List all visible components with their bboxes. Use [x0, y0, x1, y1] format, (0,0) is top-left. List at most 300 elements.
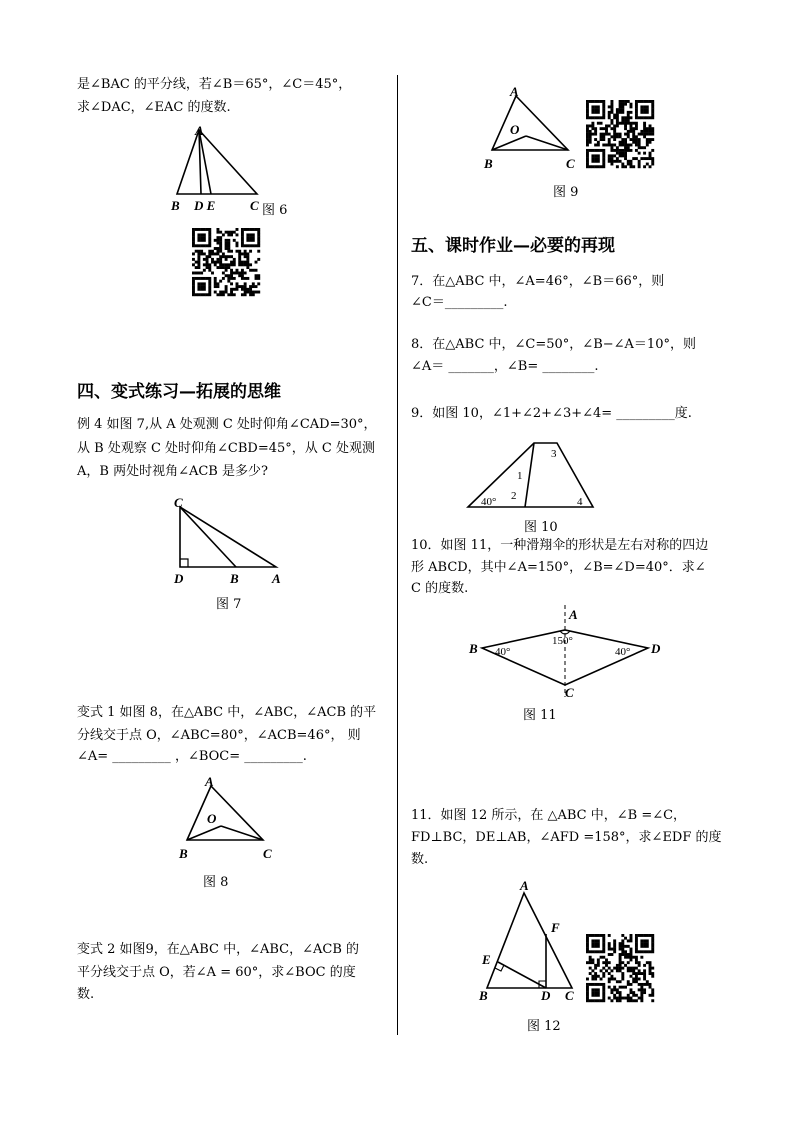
qr-module	[589, 934, 592, 937]
qr-module	[252, 233, 255, 236]
qr-module	[257, 239, 260, 242]
qr-module	[200, 252, 203, 255]
qr-module	[208, 288, 211, 291]
qr-module	[597, 122, 600, 125]
qr-module	[586, 942, 589, 945]
qr-module	[632, 165, 635, 168]
qr-module	[635, 958, 638, 961]
qr-module	[238, 274, 241, 277]
qr-module	[591, 975, 594, 978]
qr-module	[586, 138, 589, 141]
variation1-line1: 变式 1 如图 8，在△ABC 中，∠ABC，∠ACB 的平	[77, 705, 377, 720]
qr-module	[649, 986, 652, 989]
qr-module	[602, 133, 605, 136]
qr-module	[230, 277, 233, 280]
qr-module	[608, 978, 611, 981]
qr-module	[211, 250, 214, 253]
qr-module	[627, 160, 630, 163]
qr-module	[613, 144, 616, 147]
question8-line2: ∠A＝ _______，∠B= ________.	[411, 359, 599, 374]
qr-module	[600, 983, 603, 986]
fig11-label-d: D	[651, 641, 661, 656]
qr-module	[638, 964, 641, 967]
qr-module	[635, 157, 638, 160]
qr-module	[627, 939, 630, 942]
qr-module	[638, 133, 641, 136]
qr-module	[192, 228, 195, 231]
question10-line1: 10．如图 11，一种滑翔伞的形状是左右对称的四边	[411, 538, 709, 553]
qr-module	[616, 108, 619, 111]
qr-module	[594, 116, 597, 119]
qr-module	[249, 263, 252, 266]
qr-module	[613, 127, 616, 130]
qr-module	[246, 258, 249, 261]
qr-module	[605, 961, 608, 964]
qr-module	[651, 108, 654, 111]
qr-module	[651, 103, 654, 106]
qr-module	[225, 239, 228, 242]
qr-module	[591, 116, 594, 119]
qr-module	[594, 991, 597, 994]
qr-module	[244, 244, 247, 247]
qr-module	[230, 288, 233, 291]
qr-module	[646, 108, 649, 111]
qr-module	[589, 135, 592, 138]
qr-module	[630, 127, 633, 130]
qr-module	[651, 945, 654, 948]
qr-module	[238, 258, 241, 261]
qr-module	[227, 247, 230, 250]
qr-module	[621, 141, 624, 144]
fig10-angle-3: 3	[551, 448, 557, 460]
qr-module	[252, 244, 255, 247]
qr-module	[608, 967, 611, 970]
qr-module	[244, 285, 247, 288]
qr-module	[619, 958, 622, 961]
qr-module	[241, 236, 244, 239]
qr-module	[236, 272, 239, 275]
qr-module	[192, 263, 195, 266]
qr-module	[257, 291, 260, 294]
qr-module	[586, 978, 589, 981]
qr-module	[640, 997, 643, 1000]
qr-module	[255, 274, 258, 277]
qr-module	[627, 969, 630, 972]
qr-module	[632, 127, 635, 130]
qr-module	[241, 242, 244, 245]
qr-module	[219, 263, 222, 266]
fig8-label-a: A	[205, 774, 214, 789]
qr-module	[203, 269, 206, 272]
qr-module	[216, 293, 219, 296]
qr-module	[236, 233, 239, 236]
qr-module	[613, 114, 616, 117]
qr-module	[203, 288, 206, 291]
qr-module	[241, 285, 244, 288]
qr-module	[257, 244, 260, 247]
qr-module	[638, 950, 641, 953]
qr-module	[608, 945, 611, 948]
qr-module	[627, 994, 630, 997]
qr-module	[627, 980, 630, 983]
fig11-angle-150: 150°	[552, 635, 573, 647]
qr-module	[640, 945, 643, 948]
qr-module	[651, 934, 654, 937]
qr-module	[227, 293, 230, 296]
qr-module	[600, 116, 603, 119]
qr-module	[640, 983, 643, 986]
qr-module	[610, 948, 613, 951]
qr-module	[630, 163, 633, 166]
qr-module	[651, 967, 654, 970]
question7-line2: ∠C＝_________.	[411, 295, 508, 310]
variation2-line1: 变式 2 如图9，在△ABC 中，∠ABC，∠ACB 的	[77, 942, 360, 957]
fig12-label-f: F	[551, 920, 560, 935]
qr-module	[586, 986, 589, 989]
qr-module	[630, 934, 633, 937]
qr-module	[600, 934, 603, 937]
qr-module	[635, 937, 638, 940]
fig10-angle-40: 40°	[481, 496, 497, 508]
qr-module	[589, 116, 592, 119]
qr-module	[621, 942, 624, 945]
qr-module	[602, 997, 605, 1000]
qr-module	[608, 997, 611, 1000]
qr-module	[630, 116, 633, 119]
qr-module	[219, 250, 222, 253]
qr-module	[610, 975, 613, 978]
qr-module	[197, 277, 200, 280]
qr-module	[589, 141, 592, 144]
qr-module	[216, 252, 219, 255]
qr-module	[616, 135, 619, 138]
question10-line3: C 的度数.	[411, 581, 469, 596]
qr-module	[640, 939, 643, 942]
qr-module	[602, 100, 605, 103]
qr-module	[246, 236, 249, 239]
qr-module	[255, 269, 258, 272]
qr-module	[638, 141, 641, 144]
qr-module	[630, 983, 633, 986]
qr-module	[624, 950, 627, 953]
qr-module	[621, 997, 624, 1000]
qr-module	[643, 146, 646, 149]
qr-module	[621, 152, 624, 155]
qr-module	[244, 228, 247, 231]
qr-module	[586, 950, 589, 953]
qr-module	[602, 152, 605, 155]
qr-module	[621, 144, 624, 147]
qr-module	[246, 263, 249, 266]
fig12-label-d: D	[541, 988, 551, 1003]
qr-module	[602, 116, 605, 119]
qr-module	[630, 937, 633, 940]
qr-module	[586, 983, 589, 986]
qr-module	[635, 111, 638, 114]
qr-module	[627, 945, 630, 948]
problem-continuation-line1: 是∠BAC 的平分线，若∠B＝65°，∠C＝45°，	[77, 77, 352, 92]
qr-module	[589, 961, 592, 964]
qr-module	[646, 983, 649, 986]
qr-module	[638, 997, 641, 1000]
qr-module	[616, 988, 619, 991]
qr-module	[630, 958, 633, 961]
qr-module	[230, 231, 233, 234]
qr-module	[594, 978, 597, 981]
qr-module	[594, 105, 597, 108]
qr-module	[649, 934, 652, 937]
qr-module	[613, 978, 616, 981]
question10-line2: 形 ABCD，其中∠A=150°，∠B=∠D=40°．求∠	[411, 560, 706, 575]
qr-module	[651, 127, 654, 130]
qr-module	[635, 114, 638, 117]
qr-module	[608, 961, 611, 964]
qr-module	[619, 103, 622, 106]
qr-module	[627, 111, 630, 114]
qr-module	[586, 961, 589, 964]
fig12-caption: 图 12	[527, 1019, 561, 1034]
qr-module	[638, 978, 641, 981]
qr-module	[635, 124, 638, 127]
qr-module	[203, 263, 206, 266]
qr-module	[621, 111, 624, 114]
qr-module	[192, 244, 195, 247]
qr-module	[252, 239, 255, 242]
qr-module	[651, 114, 654, 117]
qr-module	[597, 111, 600, 114]
qr-module	[600, 138, 603, 141]
qr-module	[643, 939, 646, 942]
qr-module	[651, 133, 654, 136]
qr-module	[635, 967, 638, 970]
qr-module	[192, 291, 195, 294]
qr-module	[594, 945, 597, 948]
qr-module	[195, 277, 198, 280]
qr-module	[635, 994, 638, 997]
qr-module	[597, 999, 600, 1002]
qr-module	[624, 964, 627, 967]
qr-module	[233, 272, 236, 275]
qr-module	[227, 255, 230, 258]
qr-module	[586, 991, 589, 994]
qr-module	[219, 247, 222, 250]
qr-module	[597, 157, 600, 160]
qr-module	[610, 135, 613, 138]
qr-module	[621, 154, 624, 157]
qr-module	[649, 967, 652, 970]
qr-module	[640, 950, 643, 953]
qr-module	[621, 939, 624, 942]
qr-module	[586, 945, 589, 948]
qr-module	[222, 277, 225, 280]
fig11-label-b: B	[469, 641, 478, 656]
qr-module	[602, 948, 605, 951]
qr-module	[610, 127, 613, 130]
qr-module	[646, 163, 649, 166]
qr-module	[608, 986, 611, 989]
qr-module	[230, 293, 233, 296]
qr-module	[208, 233, 211, 236]
qr-module	[613, 988, 616, 991]
qr-module	[246, 266, 249, 269]
qr-module	[619, 956, 622, 959]
qr-module	[619, 108, 622, 111]
qr-module	[605, 964, 608, 967]
qr-module	[594, 154, 597, 157]
qr-module	[225, 269, 228, 272]
qr-module	[640, 130, 643, 133]
qr-module	[632, 969, 635, 972]
qr-module	[646, 100, 649, 103]
qr-module	[651, 157, 654, 160]
qr-module	[619, 997, 622, 1000]
qr-module	[624, 953, 627, 956]
qr-module	[230, 263, 233, 266]
qr-module	[236, 288, 239, 291]
qr-module	[635, 972, 638, 975]
qr-module	[236, 244, 239, 247]
qr-module	[610, 978, 613, 981]
qr-module	[649, 130, 652, 133]
qr-module	[197, 263, 200, 266]
qr-module	[597, 154, 600, 157]
qr-module	[249, 236, 252, 239]
qr-module	[646, 157, 649, 160]
question11-line3: 数.	[411, 852, 429, 867]
qr-module	[597, 991, 600, 994]
qr-module	[597, 165, 600, 168]
qr-module	[208, 242, 211, 245]
problem-continuation-line2: 求∠DAC，∠EAC 的度数.	[77, 100, 231, 115]
qr-module	[594, 999, 597, 1002]
qr-module	[610, 103, 613, 106]
qr-module	[597, 116, 600, 119]
qr-module	[203, 228, 206, 231]
qr-module	[649, 157, 652, 160]
qr-module	[635, 103, 638, 106]
qr-module	[616, 133, 619, 136]
qr-module	[632, 980, 635, 983]
qr-module	[643, 983, 646, 986]
qr-module	[208, 266, 211, 269]
qr-module	[646, 961, 649, 964]
qr-module	[635, 975, 638, 978]
qr-module	[643, 100, 646, 103]
qr-module	[214, 263, 217, 266]
qr-module	[230, 261, 233, 264]
qr-module	[649, 154, 652, 157]
qr-module	[610, 108, 613, 111]
fig9-label-c: C	[566, 156, 575, 171]
qr-module	[608, 111, 611, 114]
qr-module	[214, 280, 217, 283]
qr-module	[594, 130, 597, 133]
qr-module	[597, 939, 600, 942]
qr-module	[586, 144, 589, 147]
qr-module	[640, 988, 643, 991]
qr-module	[649, 972, 652, 975]
qr-module	[238, 261, 241, 264]
qr-module	[619, 152, 622, 155]
fig10-angle-1: 1	[517, 470, 523, 482]
fig9-caption: 图 9	[553, 185, 579, 200]
qr-module	[586, 127, 589, 130]
qr-module	[219, 255, 222, 258]
qr-module	[200, 282, 203, 285]
qr-module	[195, 261, 198, 264]
qr-module	[619, 154, 622, 157]
qr-module	[608, 953, 611, 956]
qr-module	[624, 945, 627, 948]
qr-module	[225, 258, 228, 261]
qr-module	[600, 999, 603, 1002]
qr-module	[619, 980, 622, 983]
qr-module	[594, 964, 597, 967]
qr-module	[619, 100, 622, 103]
qr-module	[219, 231, 222, 234]
qr-module	[238, 252, 241, 255]
qr-module	[602, 983, 605, 986]
qr-module	[619, 964, 622, 967]
qr-module	[630, 950, 633, 953]
qr-module	[586, 994, 589, 997]
qr-module	[638, 160, 641, 163]
qr-module	[610, 154, 613, 157]
qr-module	[222, 291, 225, 294]
qr-module	[591, 124, 594, 127]
qr-module	[651, 994, 654, 997]
qr-module	[222, 263, 225, 266]
qr-module	[586, 160, 589, 163]
qr-module	[200, 285, 203, 288]
qr-module	[635, 144, 638, 147]
qr-module	[602, 945, 605, 948]
qr-module	[249, 228, 252, 231]
qr-module	[257, 231, 260, 234]
qr-module	[635, 942, 638, 945]
qr-module	[225, 263, 228, 266]
qr-module	[216, 282, 219, 285]
qr-module	[632, 991, 635, 994]
qr-module	[610, 160, 613, 163]
qr-module	[619, 994, 622, 997]
qr-module	[619, 105, 622, 108]
qr-module	[208, 269, 211, 272]
qr-module	[630, 999, 633, 1002]
qr-module	[635, 138, 638, 141]
qr-module	[241, 228, 244, 231]
qr-module	[252, 282, 255, 285]
qr-module	[222, 293, 225, 296]
qr-module	[638, 144, 641, 147]
qr-module	[627, 116, 630, 119]
qr-code-2	[586, 100, 654, 168]
qr-module	[643, 122, 646, 125]
qr-module	[605, 969, 608, 972]
qr-module	[255, 228, 258, 231]
qr-module	[597, 950, 600, 953]
qr-module	[635, 948, 638, 951]
qr-module	[610, 100, 613, 103]
qr-module	[249, 288, 252, 291]
qr-module	[195, 250, 198, 253]
figure-10	[465, 435, 605, 515]
qr-module	[630, 105, 633, 108]
qr-module	[244, 288, 247, 291]
qr-module	[630, 103, 633, 106]
figure-12	[475, 878, 585, 1003]
qr-module	[203, 277, 206, 280]
